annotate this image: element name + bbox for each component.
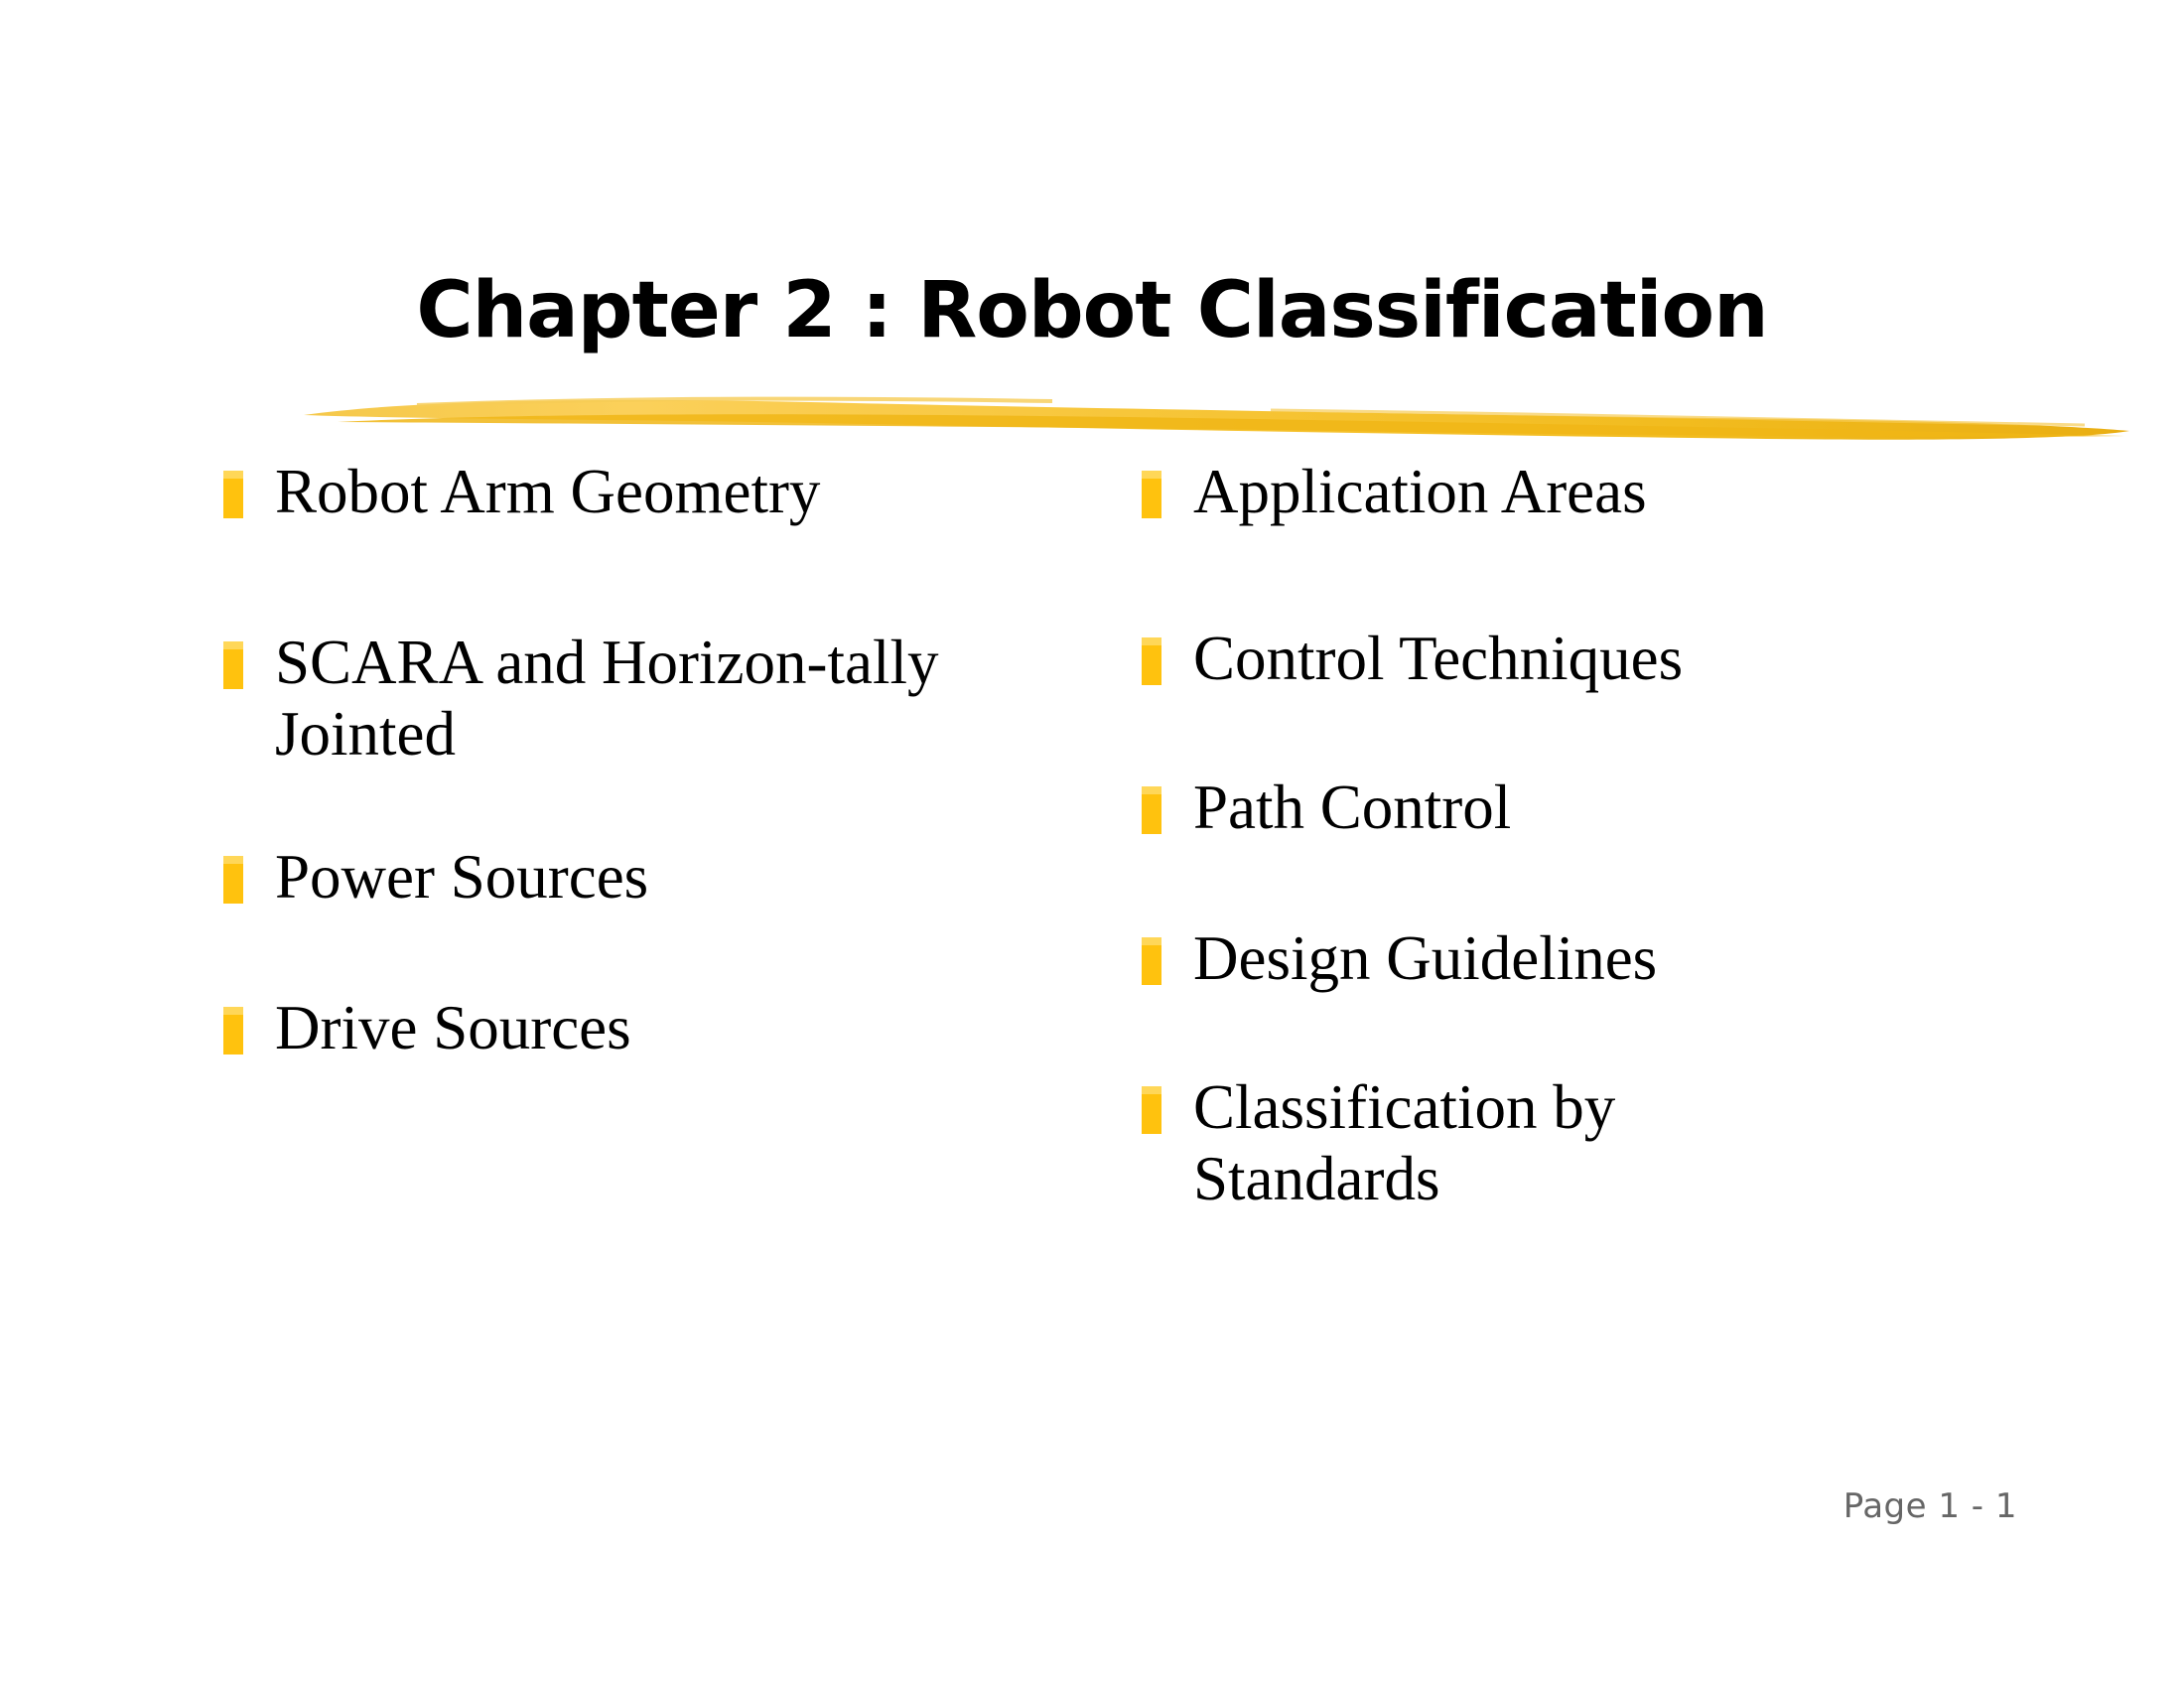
list-item (213, 628, 950, 771)
list-item-label: Drive Sources (275, 993, 631, 1062)
list-item-label: Path Control (1193, 773, 1512, 842)
list-item-label: Control Techniques (1193, 624, 1684, 693)
bullet-marker-icon (223, 641, 243, 689)
bullet-columns (0, 457, 2184, 1529)
list-item (213, 457, 820, 528)
bullet-marker-icon (223, 471, 243, 518)
list-item-label: Robot Arm Geometry (275, 457, 821, 526)
list-item-label: SCARA and Horizon-tally Jointed (275, 628, 939, 769)
page-title: Chapter 2 : Robot Classification (416, 266, 1768, 355)
bullet-marker-icon (1142, 471, 1161, 518)
list-item (1132, 1072, 1809, 1215)
brush-stroke-decoration (298, 389, 2134, 449)
list-item (213, 993, 631, 1064)
bullet-marker-icon (223, 1007, 243, 1055)
list-item (1132, 923, 1657, 995)
list-item (213, 842, 648, 914)
list-item (1132, 773, 1511, 844)
bullet-marker-icon (1142, 786, 1161, 834)
list-item-label: Classification by Standards (1193, 1072, 1616, 1213)
bullet-marker-icon (223, 856, 243, 904)
list-item-label: Power Sources (275, 842, 649, 912)
list-item (1132, 457, 1647, 528)
list-item-label: Application Areas (1193, 457, 1647, 526)
bullet-marker-icon (1142, 637, 1161, 685)
page-number: Page 1 - 1 (1843, 1486, 2017, 1526)
list-item (1132, 624, 1683, 695)
bullet-marker-icon (1142, 937, 1161, 985)
bullet-marker-icon (1142, 1086, 1161, 1134)
list-item-label: Design Guidelines (1193, 923, 1658, 993)
